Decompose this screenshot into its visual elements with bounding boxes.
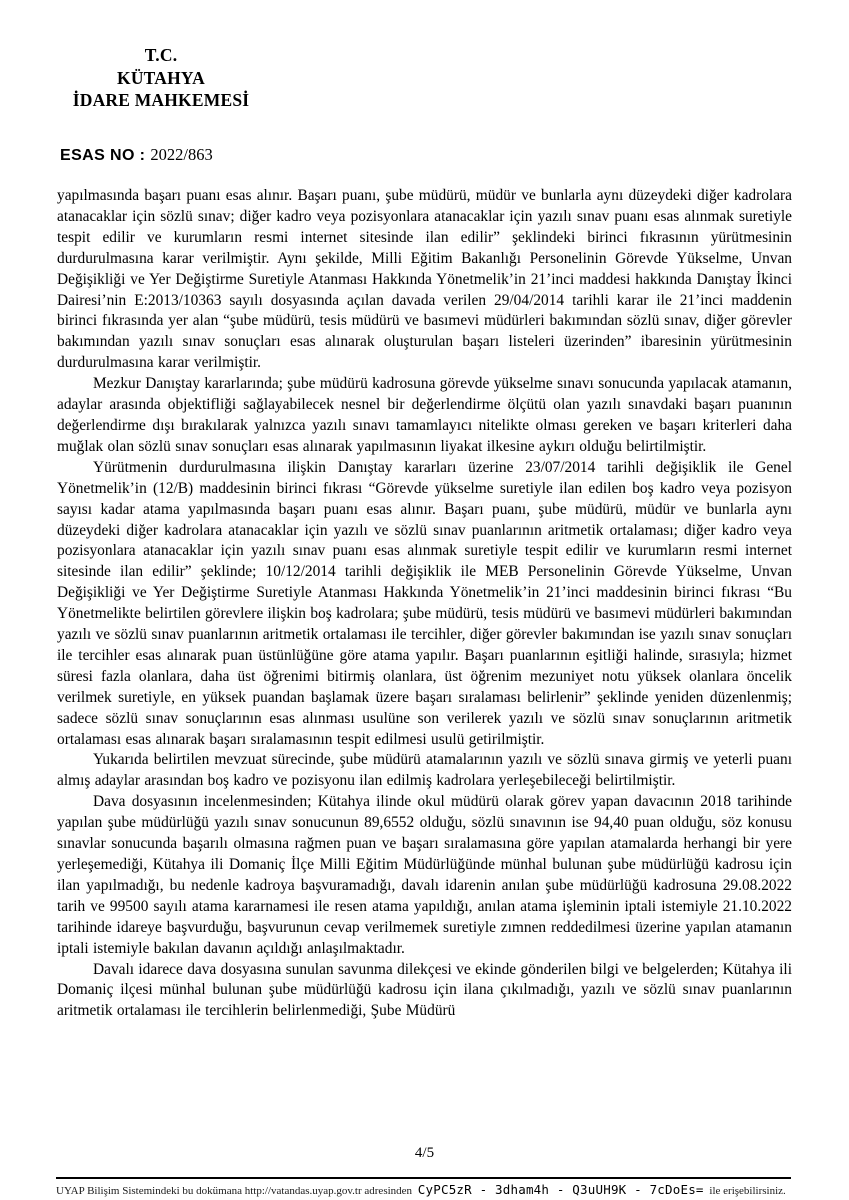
court-name: İDARE MAHKEMESİ xyxy=(72,90,250,110)
body-paragraph: Dava dosyasının incelenmesinden; Kütahya ilinde okul müdürü olarak görev yapan davacının 2018 tarihinde yapılan şube müdürlüğü yazılı sınav sonucunun 89,6552 olduğu, sözlü sınavının ise 94,40 puan olduğu, söz konusu sınavlar sonucunda başarılı olmasına rağmen puan ve başarı sıralamasına göre yapılan atamalarda herhangi bir yere yerleşemediği, Kütahya ili Domaniç İlçe Milli Eğitim Müdürlüğünde münhal bulunan şube müdürlüğü kadrosu için ilan yapılmadığı, bu nedenle kadroya başvuramadığı, davalı idarenin anılan şube müdürlüğü kadrosuna 29.08.2022 tarih ve 99500 sayılı atama kararnamesi ile resen atama yapıldığı, anılan atama işleminin iptali istemiyle 21.10.2022 tarihinde idareye başvurduğu, başvurunun cevap verilmemek suretiyle zımnen reddedilmesi üzerine yapılan atamanın iptali istemiyle bakılan davanın açıldığı anlaşılmaktadır. xyxy=(57,793,792,957)
esas-no-label: ESAS NO : xyxy=(60,147,146,164)
court-city: KÜTAHYA xyxy=(117,67,205,88)
body-paragraph: yapılmasında başarı puanı esas alınır. Başarı puanı, şube müdürü, müdür ve bunlarla aynı düzeydeki diğer kadrolara atanacaklar için sözlü sınav; diğer kadro veya pozisyonlara atanacaklar için yazılı sınav puanı esas alınmak suretiyle tespit edilir ve kurumların resmi internet sitesinde ilan edilir” şeklindeki birinci fıkrasının yürütmesinin durdurulmasına karar verilmiştir. Aynı şekilde, Milli Eğitim Bakanlığı Personelinin Görevde Yükselme, Unvan Değişikliği ve Yer Değiştirme Suretiyle Atanması Hakkında Yönetmelik’in 21’inci maddesi hakkında Danıştay İkinci Dairesi’nin E:2013/10363 sayılı dosyasında açılan davada verilen 29/04/2014 tarihli karar ile 21’inci maddenin birinci fıkrasında yer alan “şube müdürü, tesis müdürü ve basımevi müdürleri bakımından sözlü sınav, diğer görevler bakımından yazılı sınav sonuçları esas alınarak oluşturulan başarı listeleri üzerinden” ibaresinin yürütmesinin durdurulmasına karar verilmiştir. xyxy=(57,187,792,372)
esas-no-value: 2022/863 xyxy=(150,145,213,164)
uyap-verification-code: CyPC5zR - 3dham4h - Q3uUH9K - 7cDoEs= xyxy=(417,1182,704,1197)
footer-divider xyxy=(56,1177,791,1179)
court-header xyxy=(60,44,262,112)
republic-label: T.C. xyxy=(144,45,178,65)
document-body xyxy=(57,186,792,1022)
case-number-row xyxy=(60,145,213,165)
body-paragraph: Yukarıda belirtilen mevzuat sürecinde, şube müdürü atamalarının yazılı ve sözlü sınava girmiş ve yeterli puanı almış adaylar arasından boş kadro ve pozisyonu ilan edilmiş kadrolara yerleşebileceği belirtilmiştir. xyxy=(57,751,792,790)
body-paragraph: Davalı idarece dava dosyasına sunulan savunma dilekçesi ve ekinde gönderilen bilgi ve belgelerden; Kütahya ili Domaniç ilçesi münhal bulunan şube müdürlüğü kadrosu için ilana çıkılmadığı, yazılı ve sözlü sınav puanlarının aritmetik ortalaması ile tercihlerin belirlenmediği, Şube Müdürü xyxy=(57,960,792,1020)
body-paragraph: Yürütmenin durdurulmasına ilişkin Danıştay kararları üzerine 23/07/2014 tarihli değişiklik ile Genel Yönetmelik’in (12/B) maddesinin birinci fıkrası “Görevde yükselme suretiyle ilan edilen boş kadro veya pozisyon sayısı kadar atama yapılmasında başarı puanı esas alınır. Başarı puanı, şube müdürü, müdür ve bunlarla aynı düzeydeki diğer kadrolara atanacaklar için yazılı ve sözlü sınav puanlarının aritmetik ortalaması; diğer kadro veya pozisyonlara atanacaklar için yazılı sınav puanı esas alınmak suretiyle tespit edilir ve kurumların resmi internet sitesinde ilan edilir” şeklinde; 10/12/2014 tarihli değişiklik ile MEB Personelinin Görevde Yükselme, Unvan Değişikliği ve Yer Değiştirme Suretiyle Atanması Hakkında Yönetmelik’in 21’inci maddesinin birinci fıkrası “Bu Yönetmelikte belirtilen görevlere ilişkin boş kadrolara; şube müdürü, tesis müdürü ve basımevi müdürleri bakımından yazılı ve sözlü sınav puanlarının aritmetik ortalaması ile tercihler, diğer görevler bakımından ise yazılı sınav sonuçları ile tercihler esas alınarak puan üstünlüğüne göre atama yapılır. Başarı puanlarının eşitliği halinde, sırasıyla; hizmet süresi fazla olanlara, daha üst öğrenimi bitirmiş olanlara, üst öğrenim mezuniyet notu yüksek olanlara öncelik verilmek suretiyle, en yüksek puandan başlamak üzere başarı sıralaması belirlenir” şeklinde yeniden düzenlenmiş; sadece sözlü sınav sonuçlarının esas alınması usulüne son verilerek yazılı ve sözlü sınav sonuçlarının aritmetik ortalaması esas alınarak başarı sıralamasının tespit edilmesi usulü getirilmiştir. xyxy=(57,458,792,748)
body-paragraph: Mezkur Danıştay kararlarında; şube müdürü kadrosuna görevde yükselme sınavı sonucunda yapılacak atamanın, adaylar arasında objektifliği sağlayabilecek nesnel bir değerlendirme ölçütü olan yazılı sınavdaki başarı puanının değerlendirme dışı bırakılarak yalnızca yazılı sınavı tamamlayıcı nitelikte olması gereken ve başarı kriterleri daha muğlak olan sözlü sınav sonuçları esas alınarak yapılmasının liyakat ilkesine aykırı olduğu belirtilmiştir. xyxy=(57,375,792,455)
uyap-footer xyxy=(56,1182,816,1197)
page-number: 4/5 xyxy=(414,1145,435,1161)
uyap-footer-prefix: UYAP Bilişim Sistemindeki bu dokümana http://vatandas.uyap.gov.tr adresinden xyxy=(56,1185,413,1197)
uyap-footer-suffix: ile erişebilirsiniz. xyxy=(709,1185,786,1197)
